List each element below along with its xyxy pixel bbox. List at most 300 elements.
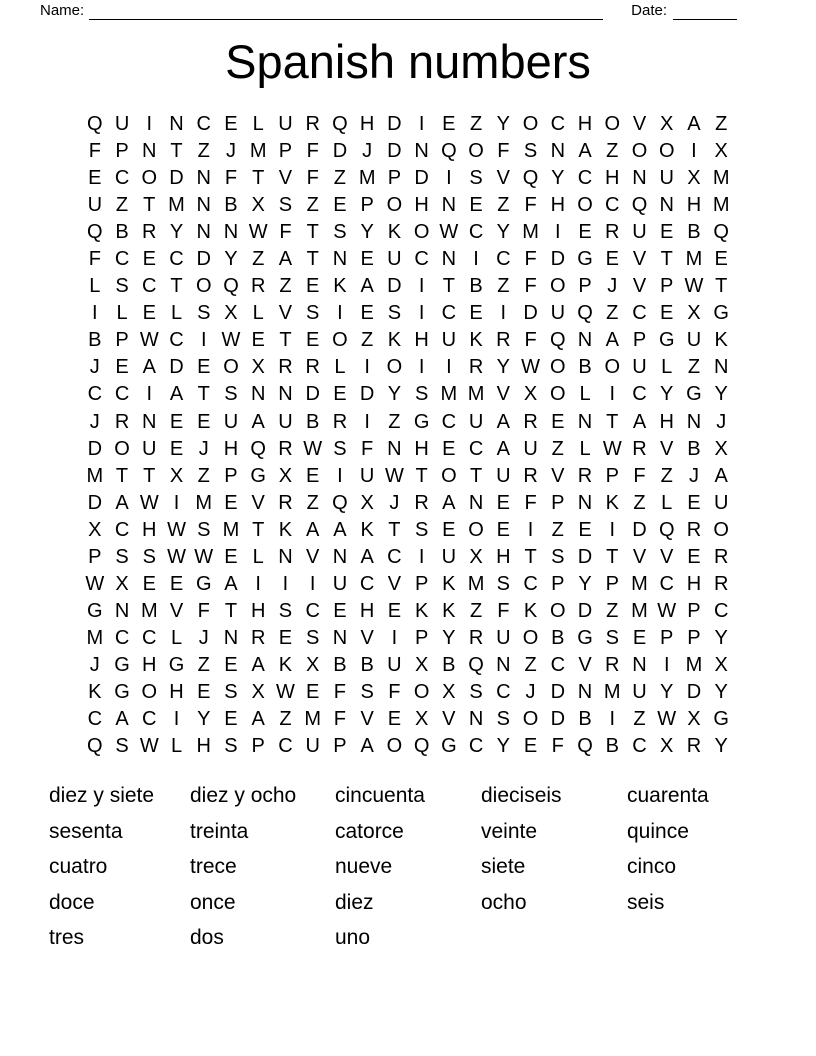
grid-letter: H (359, 113, 375, 136)
grid-letter: R (468, 356, 484, 379)
grid-letter: G (713, 708, 729, 731)
grid-letter: H (605, 167, 620, 190)
grid-letter: O (604, 113, 621, 136)
word-item: tres (49, 926, 85, 950)
grid-letter: C (632, 735, 647, 758)
grid-letter: F (497, 140, 510, 163)
grid-letter: U (659, 167, 674, 190)
grid-letter: E (578, 221, 592, 244)
grid-letter: U (686, 329, 702, 352)
grid-letter: A (278, 248, 293, 271)
grid-letter: E (442, 113, 456, 136)
grid-letter: A (496, 437, 510, 460)
grid-letter: D (632, 518, 647, 541)
grid-letter: G (577, 248, 593, 271)
grid-letter: D (196, 248, 211, 271)
grid-letter: K (387, 221, 402, 244)
grid-letter: K (605, 491, 619, 514)
grid-letter: F (524, 248, 537, 271)
page-title: Spanish numbers (225, 35, 591, 88)
grid-letter: H (496, 545, 511, 568)
grid-letter: Y (360, 221, 374, 244)
grid-letter: Y (496, 356, 510, 379)
word-item: diez y siete (49, 784, 155, 807)
grid-letter: H (142, 653, 157, 676)
grid-letter: X (714, 437, 728, 460)
grid-letter: I (391, 626, 398, 649)
grid-letter: E (169, 572, 184, 595)
grid-letter: M (140, 599, 158, 622)
grid-letter: E (88, 167, 102, 190)
grid-letter: G (114, 653, 130, 676)
grid-letter: Z (606, 140, 619, 163)
grid-letter: Z (687, 356, 701, 379)
grid-letter: A (442, 491, 456, 514)
grid-letter: X (115, 572, 129, 595)
grid-letter: P (387, 167, 402, 190)
grid-letter: T (252, 167, 265, 190)
grid-letter: R (523, 410, 538, 433)
grid-letter: B (605, 735, 619, 758)
grid-letter: L (170, 302, 183, 325)
grid-letter: E (142, 302, 156, 325)
grid-letter: F (306, 140, 319, 163)
grid-letter: P (660, 275, 674, 298)
word-item: siete (481, 855, 526, 879)
grid-letter: Q (658, 518, 675, 541)
grid-letter: Q (631, 194, 648, 217)
grid-letter: T (306, 248, 319, 271)
grid-letter: D (550, 248, 566, 271)
word-item: doce (49, 890, 95, 914)
grid-letter: Z (606, 302, 619, 325)
grid-letter: P (605, 572, 619, 595)
grid-letter: N (468, 708, 484, 731)
grid-letter: I (337, 302, 343, 325)
grid-letter: D (387, 275, 402, 298)
grid-letter: K (360, 518, 374, 541)
grid-letter: C (577, 167, 593, 190)
grid-letter: U (142, 437, 157, 460)
grid-letter: J (525, 681, 536, 703)
grid-letter: F (197, 599, 210, 622)
word-item: quince (627, 819, 689, 843)
grid-letter: Z (660, 464, 673, 487)
grid-letter: B (224, 194, 238, 217)
grid-letter: T (143, 194, 156, 217)
grid-letter: O (604, 356, 621, 379)
grid-letter: R (632, 437, 647, 460)
grid-letter: W (167, 518, 186, 541)
grid-letter: E (169, 410, 184, 433)
grid-letter: H (414, 329, 429, 352)
grid-letter: S (414, 518, 429, 541)
grid-letter: Q (550, 329, 566, 352)
grid-letter: C (605, 194, 620, 217)
grid-letter: C (632, 383, 647, 406)
grid-letter: R (414, 491, 429, 514)
grid-letter: S (115, 275, 129, 298)
grid-letter: O (658, 140, 675, 163)
grid-letter: W (139, 329, 159, 352)
grid-letter: O (713, 518, 729, 541)
grid-letter: E (660, 221, 674, 244)
grid-letter: O (386, 735, 403, 758)
grid-letter: V (442, 708, 456, 731)
grid-letter: M (249, 140, 267, 163)
grid-letter: L (170, 735, 183, 758)
grid-letter: N (686, 410, 702, 433)
grid-letter: I (609, 708, 616, 731)
grid-letter: S (224, 735, 238, 758)
grid-letter: Y (387, 383, 402, 406)
grid-letter: V (306, 545, 320, 568)
grid-letter: N (114, 599, 130, 622)
grid-letter: C (114, 383, 130, 406)
word-item: treinta (190, 819, 249, 843)
grid-letter: A (360, 545, 374, 568)
grid-letter: E (142, 248, 156, 271)
grid-letter: W (657, 599, 677, 622)
grid-letter: M (86, 464, 104, 487)
grid-letter: J (688, 464, 699, 487)
grid-letter: T (715, 275, 728, 298)
grid-letter: S (551, 545, 565, 568)
grid-letter: O (468, 140, 484, 163)
grid-letter: J (89, 356, 100, 379)
grid-letter: F (551, 735, 564, 758)
grid-letter: M (222, 518, 240, 541)
word-item: uno (335, 926, 371, 950)
grid-letter: A (115, 491, 129, 514)
grid-letter: J (389, 491, 400, 514)
grid-letter: R (686, 518, 702, 541)
grid-letter: C (114, 626, 130, 649)
grid-letter: C (441, 410, 457, 433)
grid-letter: V (660, 545, 674, 568)
grid-letter: P (660, 626, 674, 649)
grid-letter: U (441, 329, 457, 352)
grid-letter: Q (250, 437, 266, 460)
grid-letter: N (387, 437, 402, 460)
grid-letter: E (115, 356, 129, 379)
grid-letter: M (467, 383, 485, 406)
grid-letter: T (388, 518, 401, 541)
grid-letter: I (255, 572, 261, 595)
grid-letter: C (142, 708, 157, 731)
grid-letter: R (496, 329, 511, 352)
grid-letter: E (224, 708, 238, 731)
grid-letter: C (114, 248, 130, 271)
grid-letter: T (197, 383, 210, 406)
grid-letter: Y (660, 383, 674, 406)
grid-letter: D (387, 140, 402, 163)
grid-letter: M (440, 383, 458, 406)
grid-letter: X (414, 653, 429, 676)
grid-letter: O (522, 113, 539, 136)
grid-letter: C (87, 383, 103, 406)
grid-letter: E (197, 681, 211, 703)
grid-letter: P (414, 572, 429, 595)
grid-letter: P (115, 140, 129, 163)
grid-letter: N (278, 383, 293, 406)
grid-letter: E (578, 518, 592, 541)
grid-letter: I (473, 248, 479, 271)
grid-letter: S (605, 626, 619, 649)
grid-letter: C (196, 113, 211, 136)
grid-letter: K (387, 329, 402, 352)
grid-letter: P (115, 329, 129, 352)
grid-letter: N (332, 248, 348, 271)
word-item: cincuenta (335, 784, 425, 807)
grid-letter: C (468, 437, 484, 460)
grid-letter: I (418, 275, 425, 298)
grid-letter: I (282, 572, 289, 595)
grid-letter: E (278, 626, 293, 649)
grid-letter: P (278, 140, 293, 163)
grid-letter: L (252, 113, 264, 136)
grid-letter: J (607, 275, 618, 298)
grid-letter: V (632, 248, 647, 271)
grid-letter: U (387, 653, 402, 676)
grid-letter: N (441, 194, 457, 217)
grid-letter: I (364, 356, 370, 379)
grid-letter: Z (551, 518, 564, 541)
grid-letter: R (278, 356, 293, 379)
word-item: diez (335, 890, 374, 914)
grid-letter: N (250, 383, 266, 406)
grid-letter: F (306, 167, 319, 190)
grid-letter: C (632, 302, 647, 325)
grid-letter: I (418, 545, 425, 568)
grid-letter: C (87, 708, 103, 731)
grid-letter: E (442, 437, 456, 460)
grid-letter: E (224, 653, 238, 676)
grid-letter: Z (497, 194, 510, 217)
grid-letter: Z (388, 410, 401, 433)
grid-letter: T (279, 329, 292, 352)
word-item: nueve (335, 855, 393, 879)
grid-letter: W (85, 572, 105, 595)
grid-letter: I (418, 356, 425, 379)
grid-letter: I (418, 113, 425, 136)
grid-letter: T (252, 518, 265, 541)
grid-letter: X (442, 681, 456, 703)
word-item: dieciseis (481, 784, 562, 807)
grid-letter: Z (252, 248, 265, 271)
grid-letter: X (523, 383, 538, 406)
grid-letter: B (578, 708, 592, 731)
grid-letter: E (306, 329, 320, 352)
grid-letter: G (577, 626, 593, 649)
grid-letter: U (278, 410, 293, 433)
grid-letter: P (224, 464, 238, 487)
grid-letter: X (660, 113, 674, 136)
grid-letter: M (195, 491, 213, 514)
grid-letter: E (469, 194, 483, 217)
grid-letter: C (550, 113, 566, 136)
date-label: Date: (631, 2, 667, 19)
grid-letter: D (414, 167, 429, 190)
grid-letter: O (468, 518, 484, 541)
grid-letter: S (197, 518, 211, 541)
grid-letter: N (632, 653, 647, 676)
grid-letter: C (387, 545, 402, 568)
grid-letter: B (578, 356, 592, 379)
grid-letter: K (278, 518, 293, 541)
grid-letter: L (661, 491, 673, 514)
grid-letter: U (278, 113, 293, 136)
grid-letter: O (141, 167, 158, 190)
date-blank-line (673, 4, 737, 20)
grid-letter: S (224, 681, 238, 703)
grid-letter: J (89, 653, 100, 676)
grid-letter: U (87, 194, 103, 217)
grid-letter: O (550, 599, 566, 622)
grid-letter: C (523, 572, 538, 595)
grid-letter: K (442, 599, 456, 622)
grid-letter: A (224, 572, 238, 595)
grid-letter: U (550, 302, 566, 325)
grid-letter: M (685, 248, 703, 271)
grid-letter: R (332, 410, 348, 433)
grid-letter: L (116, 302, 128, 325)
grid-letter: S (197, 302, 211, 325)
grid-letter: V (660, 437, 674, 460)
grid-letter: I (146, 113, 153, 136)
grid-letter: J (362, 140, 373, 163)
grid-letter: K (469, 329, 483, 352)
grid-letter: E (442, 518, 456, 541)
grid-letter: C (468, 221, 484, 244)
grid-letter: A (360, 735, 374, 758)
grid-letter: Z (469, 113, 483, 136)
grid-letter: U (305, 735, 320, 758)
grid-letter: N (223, 221, 239, 244)
grid-letter: D (169, 167, 184, 190)
grid-letter: Y (714, 383, 728, 406)
grid-letter: E (333, 383, 347, 406)
grid-letter: A (496, 410, 510, 433)
grid-letter: N (332, 626, 348, 649)
grid-letter: Q (713, 221, 729, 244)
grid-letter: O (441, 464, 457, 487)
grid-letter: U (114, 113, 130, 136)
grid-letter: T (115, 464, 129, 487)
grid-letter: H (196, 735, 211, 758)
grid-letter: S (469, 681, 483, 703)
grid-letter: S (224, 383, 238, 406)
grid-letter: S (333, 437, 347, 460)
grid-letter: Q (332, 491, 348, 514)
grid-letter: W (602, 437, 622, 460)
grid-letter: C (713, 599, 729, 622)
grid-letter: Y (169, 221, 184, 244)
grid-letter: D (359, 383, 375, 406)
grid-letter: C (169, 329, 184, 352)
grid-letter: S (414, 383, 429, 406)
grid-letter: Z (306, 491, 319, 514)
grid-letter: E (306, 275, 320, 298)
grid-letter: Y (578, 572, 592, 595)
grid-letter: C (278, 735, 293, 758)
grid-letter: N (577, 681, 593, 703)
grid-letter: E (551, 410, 565, 433)
grid-letter: A (714, 464, 728, 487)
grid-letter: R (278, 437, 293, 460)
grid-letter: R (305, 113, 320, 136)
grid-letter: V (578, 653, 592, 676)
grid-letter: E (660, 302, 674, 325)
grid-letter: W (276, 681, 295, 703)
grid-letter: D (387, 113, 402, 136)
grid-letter: Y (496, 113, 510, 136)
grid-letter: P (251, 735, 265, 758)
grid-letter: Z (715, 113, 728, 136)
grid-letter: Z (469, 599, 483, 622)
grid-letter: E (169, 437, 184, 460)
grid-letter: V (278, 302, 293, 325)
grid-letter: E (523, 735, 538, 758)
grid-letter: R (278, 491, 293, 514)
grid-letter: E (197, 356, 211, 379)
grid-letter: P (551, 572, 565, 595)
grid-letter: F (88, 140, 101, 163)
grid-letter: E (306, 681, 320, 703)
grid-letter: F (524, 275, 537, 298)
grid-letter: R (686, 735, 702, 758)
grid-letter: U (523, 437, 538, 460)
grid-letter: Z (197, 653, 210, 676)
grid-letter: U (632, 681, 647, 703)
grid-letter: U (359, 464, 375, 487)
grid-letter: V (632, 113, 647, 136)
grid-letter: R (713, 572, 729, 595)
grid-letter: W (521, 356, 540, 379)
word-item: catorce (335, 819, 404, 843)
grid-letter: M (522, 221, 539, 244)
grid-letter: Q (413, 735, 430, 758)
grid-letter: P (687, 626, 701, 649)
grid-letter: F (333, 708, 347, 731)
grid-letter: Q (223, 275, 239, 298)
grid-letter: M (358, 167, 376, 190)
grid-letter: Z (306, 194, 319, 217)
grid-letter: O (577, 194, 593, 217)
grid-letter: E (224, 491, 238, 514)
grid-letter: O (550, 275, 566, 298)
grid-letter: Z (524, 653, 537, 676)
grid-letter: V (496, 167, 510, 190)
grid-letter: J (716, 410, 727, 433)
word-item: cinco (627, 855, 677, 879)
grid-letter: F (333, 681, 347, 703)
grid-letter: Z (279, 708, 292, 731)
grid-letter: V (496, 383, 510, 406)
grid-letter: P (333, 735, 347, 758)
grid-letter: U (632, 356, 647, 379)
grid-letter: I (418, 302, 425, 325)
name-blank-line (89, 4, 603, 20)
grid-letter: S (523, 140, 538, 163)
grid-letter: P (414, 626, 429, 649)
grid-letter: B (115, 221, 129, 244)
grid-letter: T (442, 275, 455, 298)
grid-letter: N (577, 491, 593, 514)
grid-letter: M (631, 599, 648, 622)
grid-letter: O (332, 329, 348, 352)
grid-letter: F (524, 491, 537, 514)
